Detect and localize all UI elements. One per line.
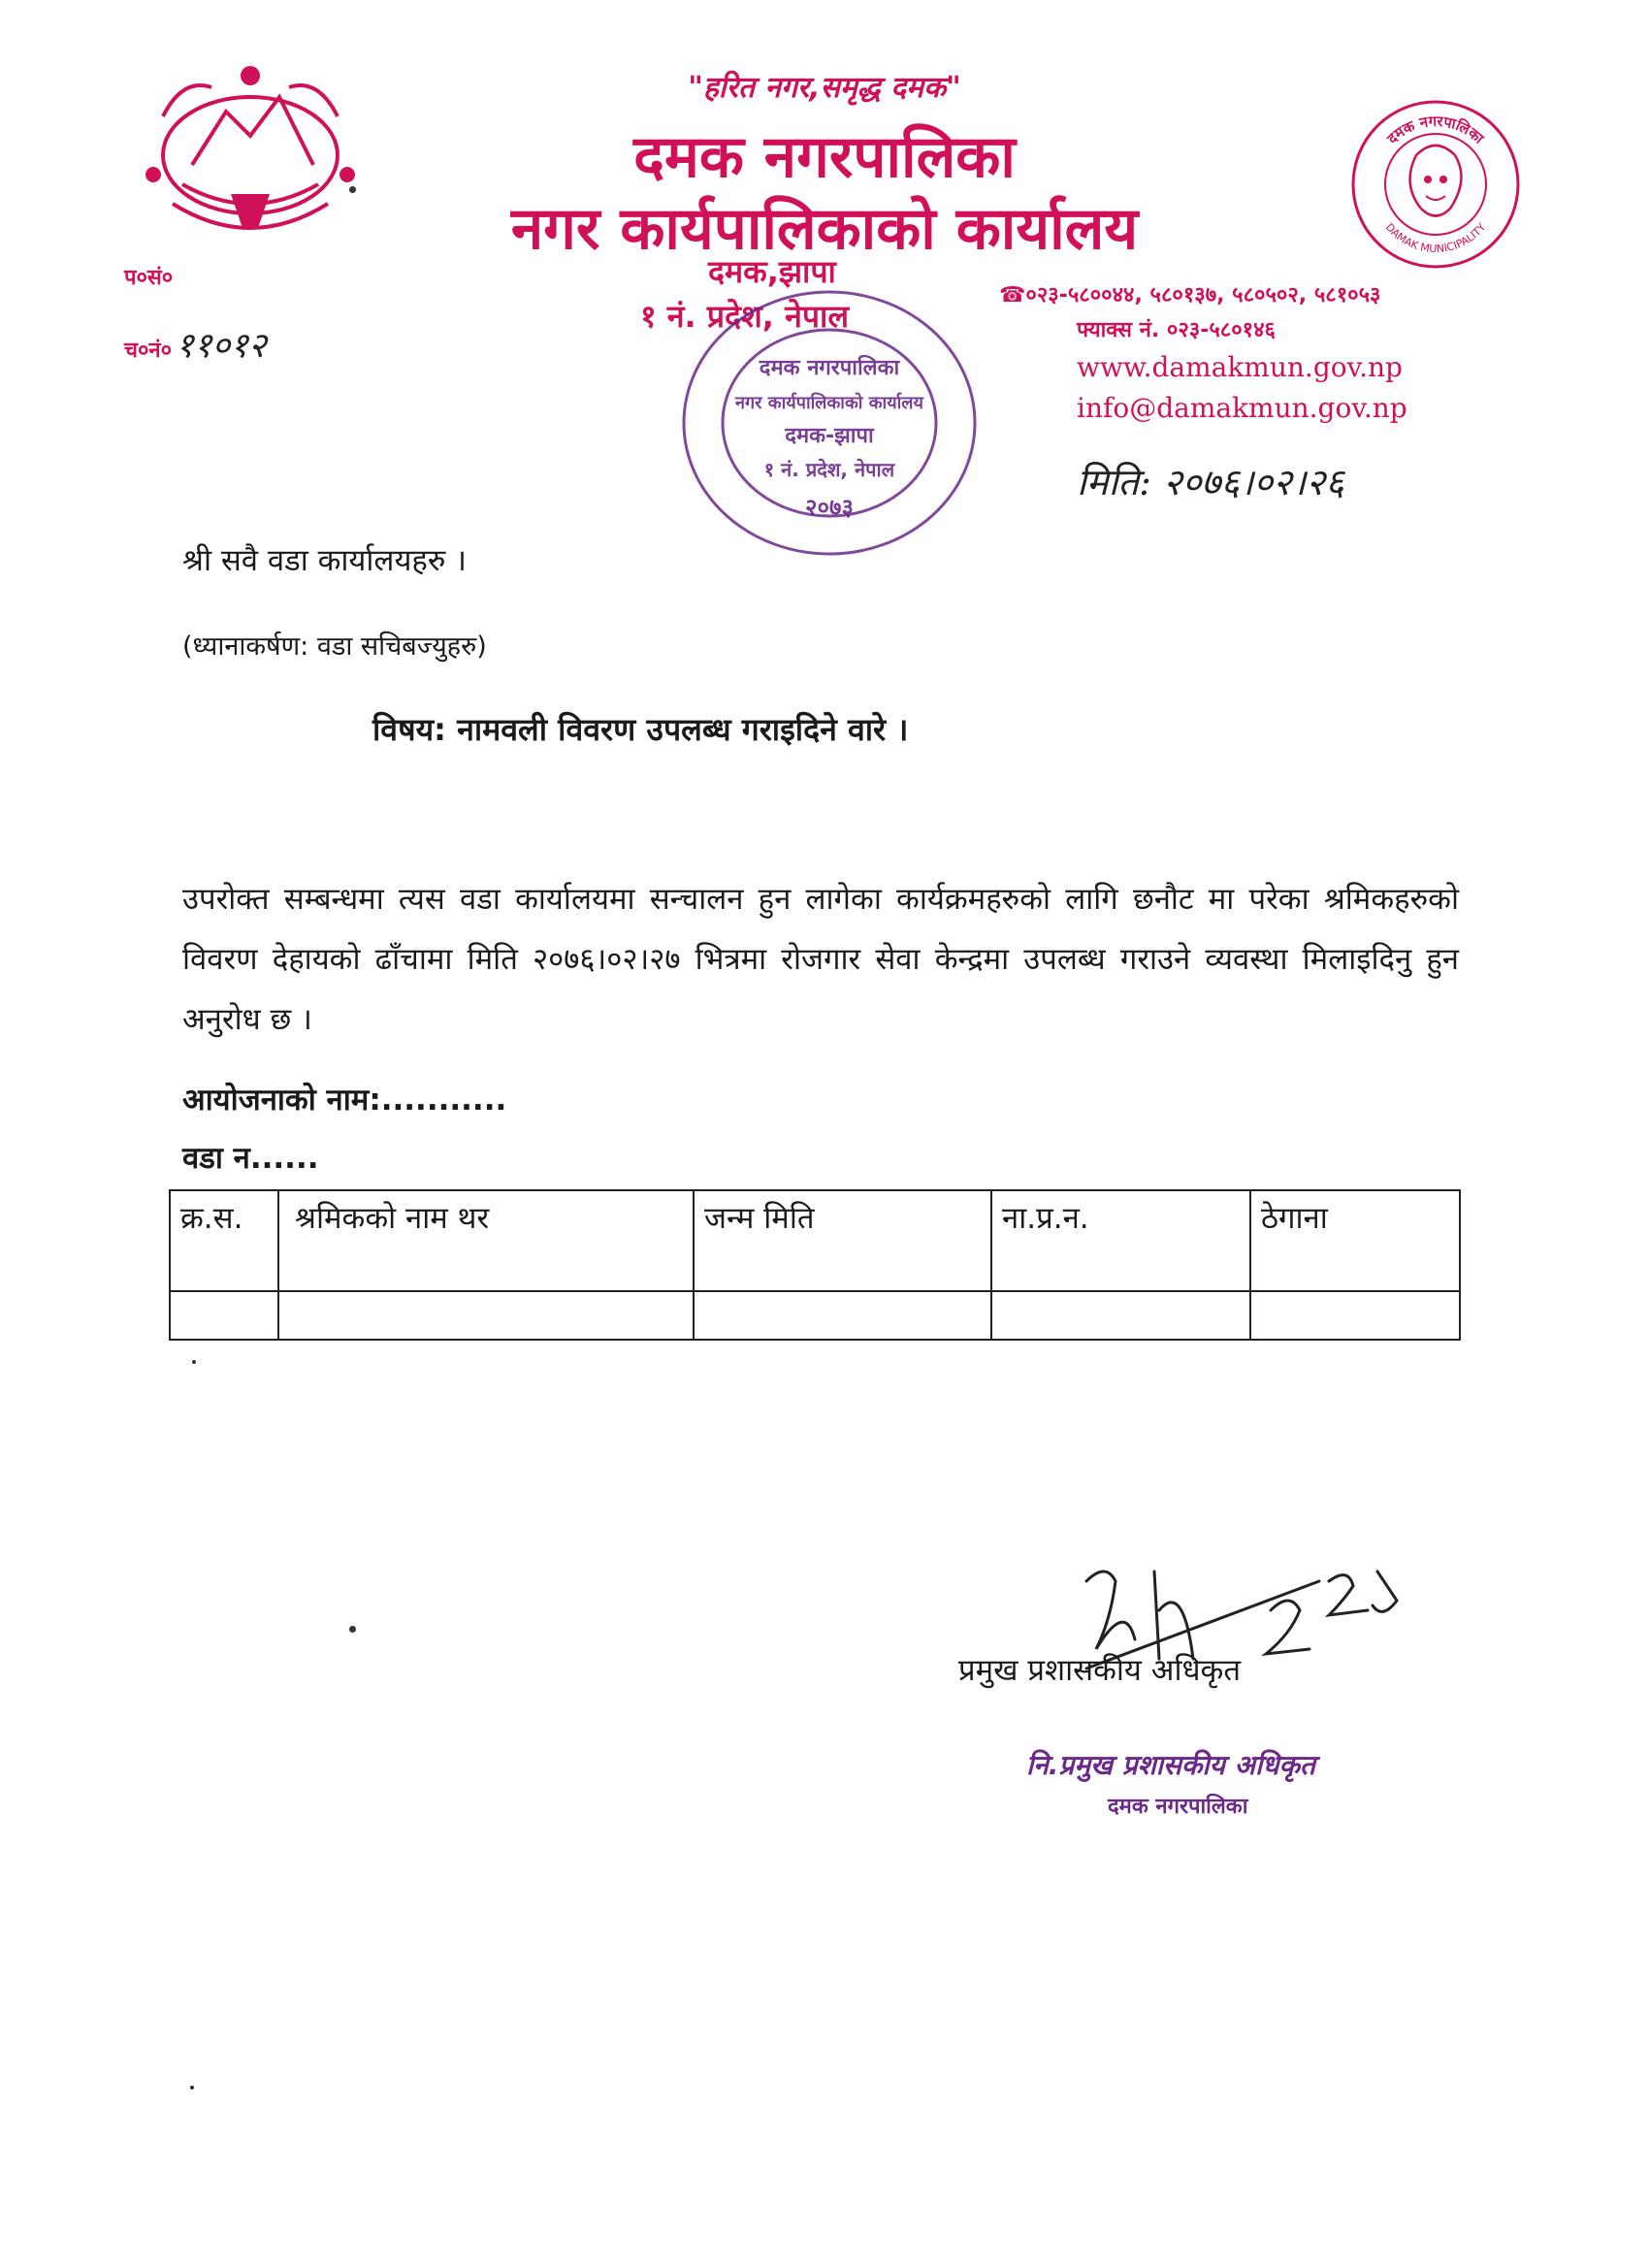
- col-birth-date: जन्म मिति: [694, 1190, 991, 1291]
- table-row: [170, 1291, 1460, 1340]
- speck: [192, 1360, 196, 1364]
- phone-numbers: ☎०२३-५८००४४, ५८०१३७, ५८०५०२, ५८१०५३: [999, 283, 1381, 308]
- letter-date: मिति: २०७६।०२।२६: [1077, 461, 1344, 503]
- seal-text-bottom: DAMAK MUNICIPALITY: [1382, 220, 1489, 256]
- table-header-row: [170, 1190, 1460, 1291]
- signatory-title: प्रमुख प्रशासकीय अधिकृत: [958, 1653, 1242, 1688]
- website: www.damakmun.gov.np: [1077, 351, 1403, 383]
- letter-number-label: प०सं०: [124, 266, 174, 290]
- stamp-line-5: २०७३: [805, 494, 854, 521]
- email: info@damakmun.gov.np: [1077, 392, 1407, 424]
- speck: [349, 1626, 356, 1633]
- city-name: दमक,झापा: [708, 253, 836, 290]
- office-round-stamp-icon: [669, 277, 989, 568]
- damak-municipality-seal-icon: [1348, 97, 1523, 272]
- province-name: १ नं. प्रदेश, नेपाल: [640, 298, 850, 335]
- stamp-line-2: नगर कार्यपालिकाको कार्यालय: [735, 393, 923, 413]
- project-name-field: आयोजनाको नाम:...........: [182, 1083, 507, 1118]
- table-cell: [1250, 1291, 1460, 1340]
- col-serial: क्र.स.: [170, 1190, 278, 1291]
- speck: [190, 2086, 194, 2090]
- officer-stamp-office: दमक नगरपालिका: [1108, 1795, 1248, 1819]
- ward-number-field: वडा न......: [182, 1141, 319, 1176]
- svg-text:DAMAK MUNICIPALITY: [1383, 221, 1489, 256]
- letter-paragraph: उपरोक्त सम्बन्धमा त्यस वडा कार्यालयमा सन्चालन हुन लागेका कार्यक्रमहरुको लागि छनौट मा परेका श्रमिकहरुको विवरण देहायको ढाँचामा मिति २०७६।०२।२७ भित्रमा रोजगार सेवा केन्द्रमा उपलब्ध गराउने व्यवस्था मिलाइदिनु हुन अनुरोध छ ।: [182, 882, 1459, 1037]
- stamp-line-3: दमक-झापा: [785, 424, 874, 448]
- addressee: श्री सवै वडा कार्यालयहरु ।: [182, 543, 468, 578]
- dispatch-number-value: ११०१२: [176, 326, 267, 366]
- slogan: "हरित नगर,समृद्ध दमक": [688, 71, 961, 105]
- fax-number: फ्याक्स नं. ०२३-५८०१४६: [1077, 318, 1277, 342]
- stamp-line-4: १ नं. प्रदेश, नेपाल: [763, 458, 895, 481]
- worker-details-table: [169, 1189, 1461, 1341]
- municipality-name: दमक नगरपालिका: [633, 123, 1016, 191]
- col-citizenship-no: ना.प्र.न.: [991, 1190, 1250, 1291]
- table-cell: [694, 1291, 991, 1340]
- dispatch-number-label: च०नं०: [124, 339, 173, 363]
- col-address: ठेगाना: [1250, 1190, 1460, 1291]
- seal-text-top: दमक नगरपालिका: [1383, 112, 1488, 147]
- table-cell: [278, 1291, 694, 1340]
- office-name: नगर कार्यपालिकाको कार्यालय: [510, 195, 1139, 263]
- dispatch-number: [124, 320, 267, 368]
- officer-stamp-title: नि.प्रमुख प्रशासकीय अधिकृत: [1026, 1749, 1315, 1781]
- table-cell: [170, 1291, 278, 1340]
- table-cell: [991, 1291, 1250, 1340]
- attention-line: (ध्यानाकर्षण: वडा सचिबज्युहरु): [182, 632, 487, 662]
- col-worker-name: श्रमिकको नाम थर: [278, 1190, 694, 1291]
- stamp-line-1: दमक नगरपालिका: [759, 356, 900, 380]
- svg-text:दमक नगरपालिका: [1383, 113, 1488, 148]
- subject-line: विषय: नामवली विवरण उपलब्ध गराइदिने वारे ।: [372, 711, 909, 748]
